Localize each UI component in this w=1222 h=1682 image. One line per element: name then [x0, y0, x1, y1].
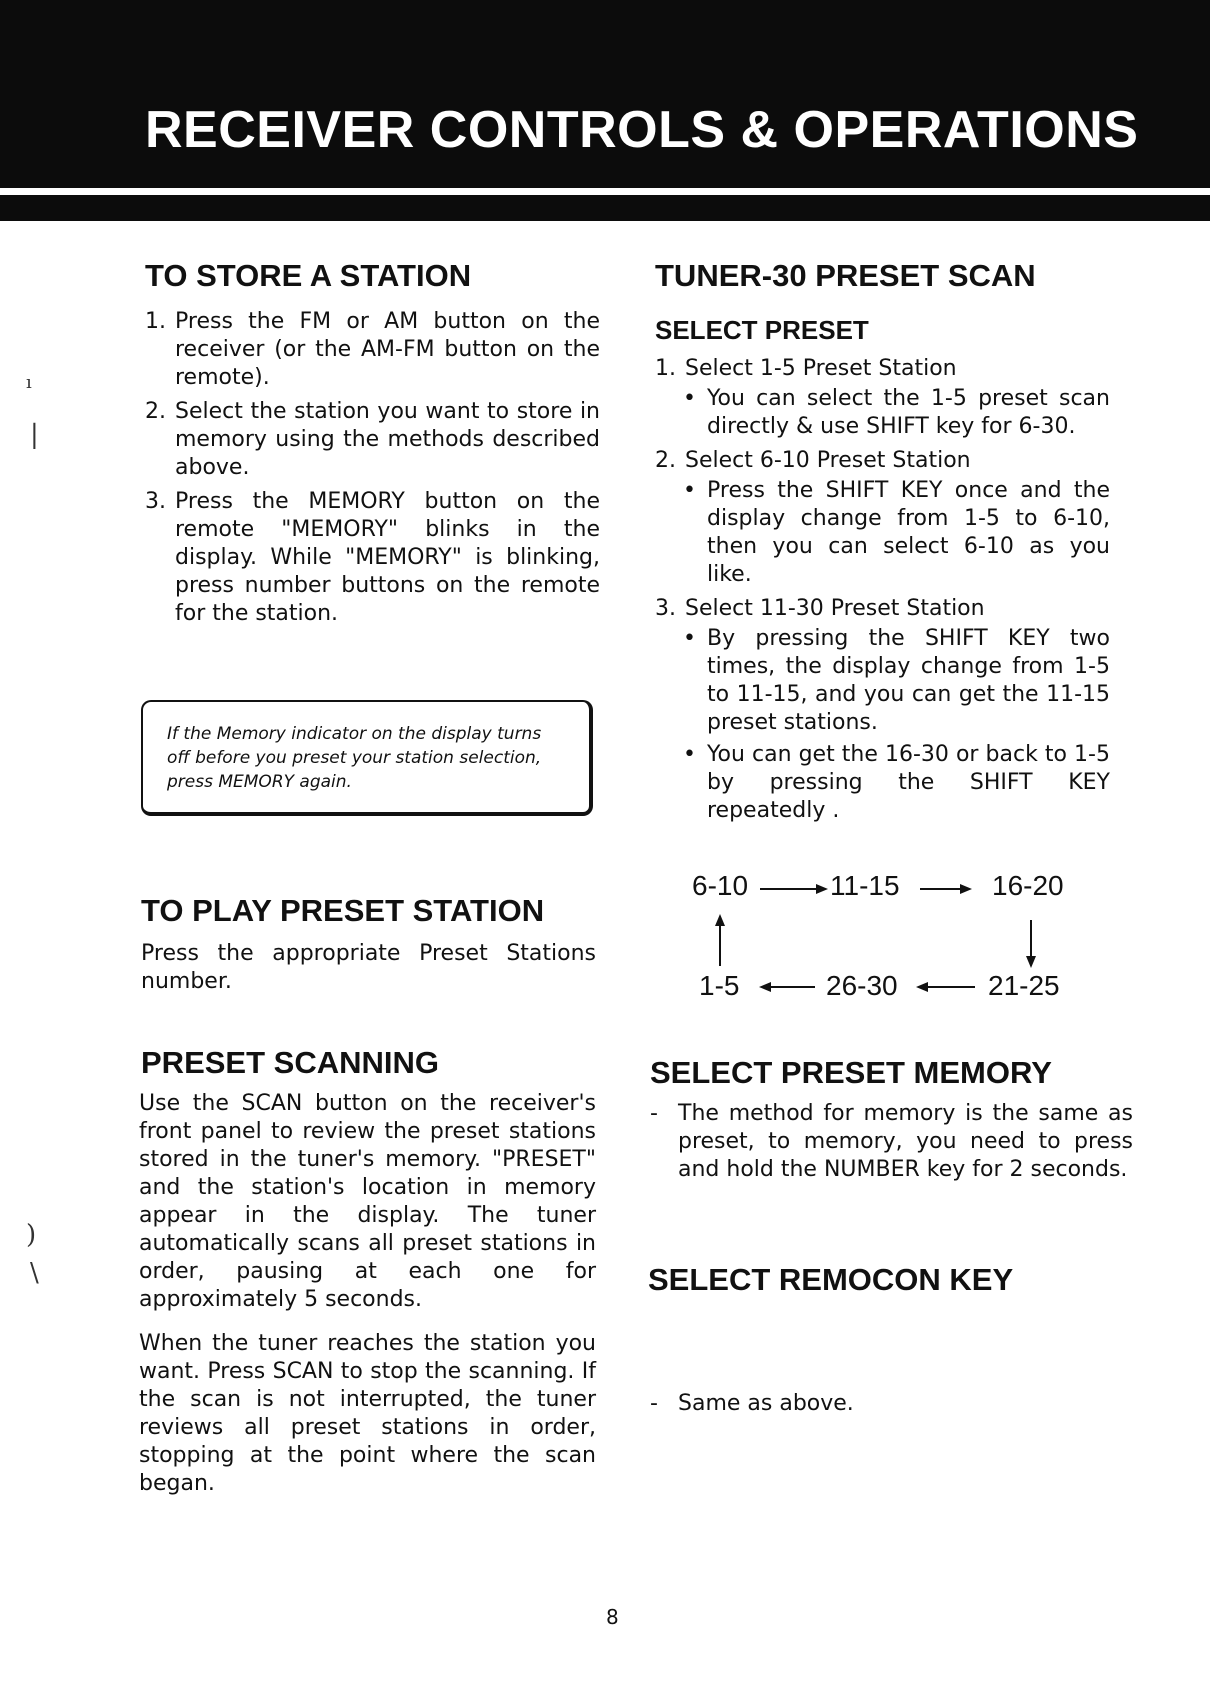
bullet-item — [655, 477, 1110, 589]
bullet-text: By pressing the SHIFT KEY two times, the display change from 1-5 to 11-15, and you can get the 11-15 preset stations. — [707, 626, 1110, 735]
arrow-left-icon — [916, 982, 975, 992]
arrow-right-icon — [920, 884, 972, 894]
remocon-item — [650, 1390, 1133, 1418]
list-item — [655, 595, 1110, 825]
scanning-para-2: When the tuner reaches the station you want. Press SCAN to stop the scanning. If the scan is not interrupted, the tuner reviews all preset stations in order, stopping at the point where the scan began. — [139, 1331, 596, 1496]
sub-bullets — [685, 385, 1110, 441]
list-item — [655, 355, 1110, 441]
step-number: 3. — [655, 596, 676, 621]
arrow-left-icon — [759, 982, 815, 992]
scanning-para-1: Use the SCAN button on the receiver's front panel to review the preset stations stored in the tuner's memory. "PRESET" and the station's location in memory appear in the display. The tuner automatically scans all preset stations in order, pausing at each one for approximately 5 seconds. — [139, 1091, 596, 1312]
dash-marker: - — [650, 1391, 658, 1416]
page-number: 8 — [606, 1605, 619, 1629]
bullet-icon: • — [683, 626, 696, 651]
margin-mark: ) — [26, 1220, 37, 1250]
bullet-item — [655, 741, 1110, 825]
bullet-icon: • — [683, 478, 696, 503]
preset-group-11-15: 11-15 — [830, 870, 900, 901]
step-text: Press the FM or AM button on the receiver (or the AM-FM button on the remote). — [175, 309, 600, 390]
play-text: Press the appropriate Preset Stations number. — [141, 941, 596, 994]
step-text: Select 1-5 Preset Station — [685, 356, 957, 381]
memory-note-box — [141, 700, 593, 816]
tuner-heading: TUNER-30 PRESET SCAN — [655, 258, 1036, 293]
step-number: 2. — [655, 448, 676, 473]
step-number: 1. — [145, 309, 166, 334]
bullet-item — [655, 385, 1110, 441]
memory-note-text: If the Memory indicator on the display turns off before you preset your station selection, press MEMORY again. — [167, 724, 542, 792]
bullet-item — [655, 625, 1110, 737]
page-title: RECEIVER CONTROLS & OPERATIONS — [145, 101, 1139, 159]
scanning-heading: PRESET SCANNING — [141, 1045, 439, 1080]
list-item — [145, 488, 600, 628]
preset-group-16-20: 16-20 — [992, 870, 1064, 901]
arrow-down-icon — [1026, 920, 1036, 968]
step-number: 1. — [655, 356, 676, 381]
step-number: 3. — [145, 489, 166, 514]
bullet-text: You can select the 1-5 preset scan directly & use SHIFT key for 6-30. — [707, 386, 1110, 439]
bullet-icon: • — [683, 742, 696, 767]
step-text: Press the MEMORY button on the remote "MEMORY" blinks in the display. While "MEMORY" is blinking, press number buttons on the remote for the station. — [175, 489, 600, 626]
bullet-text: You can get the 16-30 or back to 1-5 by pressing the SHIFT KEY repeatedly . — [707, 742, 1110, 823]
list-item — [145, 308, 600, 392]
remocon-text: Same as above. — [678, 1391, 854, 1416]
preset-group-1-5: 1-5 — [699, 970, 740, 1001]
header-rule — [0, 195, 1210, 221]
list-item — [655, 447, 1110, 589]
diagram-arrows — [680, 870, 1100, 1020]
bullet-icon: • — [683, 386, 696, 411]
arrow-right-icon — [760, 884, 828, 894]
tuner-steps — [655, 355, 1110, 831]
arrow-up-icon — [715, 914, 725, 966]
sub-bullets — [685, 477, 1110, 589]
step-text: Select 6-10 Preset Station — [685, 448, 971, 473]
bullet-text: Press the SHIFT KEY once and the display change from 1-5 to 6-10, then you can select 6-10 as you like. — [707, 478, 1110, 587]
dash-marker: - — [650, 1101, 658, 1126]
remocon-heading: SELECT REMOCON KEY — [648, 1262, 1014, 1297]
step-text: Select 11-30 Preset Station — [685, 596, 985, 621]
margin-mark: ı — [26, 372, 32, 393]
preset-memory-item — [650, 1100, 1133, 1184]
header-banner — [0, 0, 1210, 188]
play-heading: TO PLAY PRESET STATION — [141, 893, 545, 928]
select-preset-subheading: SELECT PRESET — [655, 315, 869, 345]
step-text: Select the station you want to store in memory using the methods described above. — [175, 399, 600, 480]
margin-mark: \ — [30, 1258, 39, 1288]
store-steps — [145, 308, 600, 634]
preset-group-6-10: 6-10 — [692, 870, 749, 901]
preset-memory-text: The method for memory is the same as preset, to memory, you need to press and hold the NUMBER key for 2 seconds. — [678, 1101, 1133, 1182]
preset-cycle-diagram — [680, 870, 1100, 1020]
step-number: 2. — [145, 399, 166, 424]
margin-mark: | — [30, 420, 39, 450]
preset-group-21-25: 21-25 — [988, 970, 1060, 1001]
list-item — [145, 398, 600, 482]
preset-group-26-30: 26-30 — [826, 970, 898, 1001]
preset-memory-heading: SELECT PRESET MEMORY — [650, 1055, 1052, 1090]
store-heading: TO STORE A STATION — [145, 258, 472, 293]
sub-bullets — [685, 625, 1110, 825]
